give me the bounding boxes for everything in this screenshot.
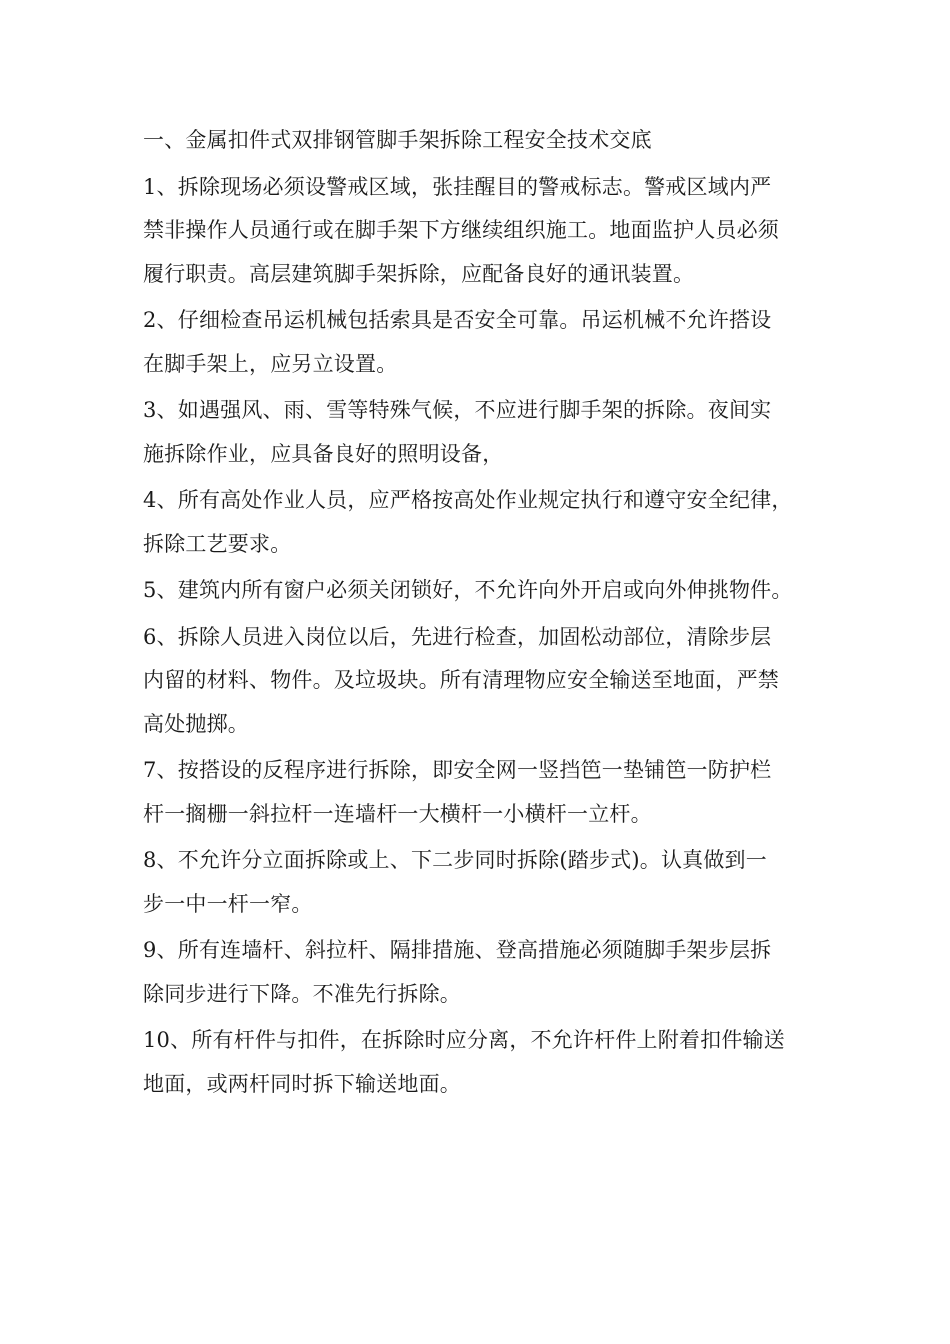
paragraph-line: 高处抛掷。	[143, 711, 249, 736]
paragraph-2	[143, 299, 811, 386]
paragraph-line: 拆除工艺要求。	[143, 531, 292, 556]
paragraph-line: 10、所有杆件与扣件，在拆除时应分离，不允许杆件上附着扣件输送	[143, 1028, 785, 1052]
paragraph-line: 步一中一杆一窄。	[143, 891, 313, 916]
paragraph-line: 8、不允许分立面拆除或上、下二步同时拆除(踏步式)。认真做到一	[143, 848, 767, 872]
paragraph-line: 履行职责。高层建筑脚手架拆除，应配备良好的通讯装置。	[143, 261, 695, 286]
paragraph-line: 7、按搭设的反程序进行拆除，即安全网一竖挡笆一垫铺笆一防护栏	[143, 758, 772, 782]
paragraph-line: 5、建筑内所有窗户必须关闭锁好，不允许向外开启或向外伸挑物件。	[143, 578, 793, 602]
paragraph-line: 除同步进行下降。不准先行拆除。	[143, 981, 461, 1006]
paragraph-line: 1、拆除现场必须设警戒区域，张挂醒目的警戒标志。警戒区域内严	[143, 174, 772, 199]
paragraph-8	[143, 839, 811, 926]
paragraph-6	[143, 616, 811, 747]
paragraph-line: 3、如遇强风、雨、雪等特殊气候，不应进行脚手架的拆除。夜间实	[143, 398, 772, 422]
paragraph-line: 在脚手架上，应另立设置。	[143, 351, 398, 376]
paragraph-line: 杆一搁栅一斜拉杆一连墙杆一大横杆一小横杆一立杆。	[143, 801, 652, 826]
paragraph-5	[143, 569, 811, 613]
paragraph-3	[143, 389, 811, 476]
paragraph-line: 施拆除作业，应具备良好的照明设备，	[143, 441, 504, 466]
document-title: 一、金属扣件式双排钢管脚手架拆除工程安全技术交底	[143, 128, 652, 152]
paragraph-line: 内留的材料、物件。及垃圾块。所有清理物应安全输送至地面，严禁	[143, 668, 779, 692]
paragraph-line: 地面，或两杆同时拆下输送地面。	[143, 1071, 461, 1096]
paragraph-7	[143, 749, 811, 836]
paragraph-line: 9、所有连墙杆、斜拉杆、隔排措施、登高措施必须随脚手架步层拆	[143, 938, 772, 962]
paragraph-4	[143, 479, 811, 566]
paragraph-1	[143, 166, 811, 297]
paragraph-line: 2、仔细检查吊运机械包括索具是否安全可靠。吊运机械不允许搭设	[143, 308, 772, 332]
paragraph-line: 4、所有高处作业人员，应严格按高处作业规定执行和遵守安全纪律，	[143, 488, 793, 512]
paragraph-line: 6、拆除人员进入岗位以后，先进行检查，加固松动部位，清除步层	[143, 624, 772, 649]
paragraph-10	[143, 1019, 811, 1106]
document-body	[143, 119, 811, 1106]
paragraph-line: 禁非操作人员通行或在脚手架下方继续组织施工。地面监护人员必须	[143, 218, 779, 242]
paragraph-9	[143, 929, 811, 1016]
